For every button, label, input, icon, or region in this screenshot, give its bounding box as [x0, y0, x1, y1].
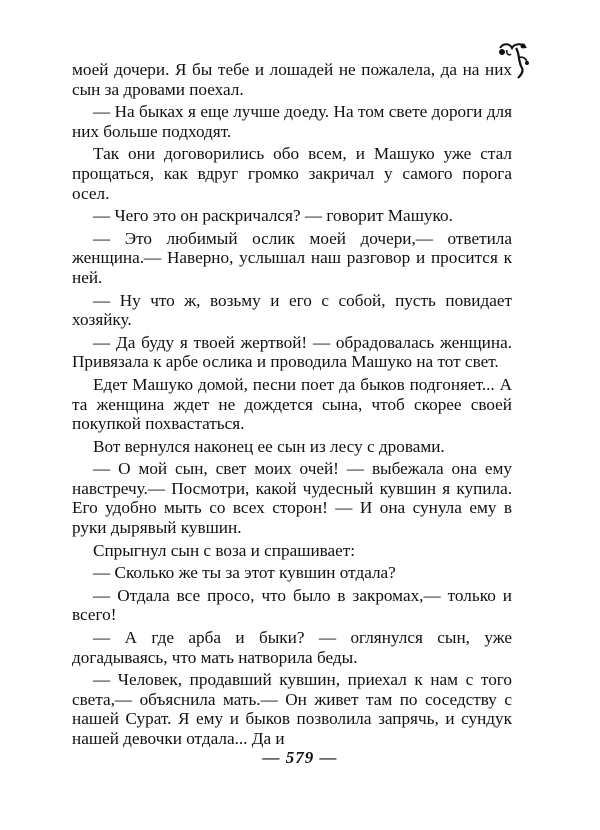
paragraph: — Чего это он раскричался? — говорит Машуко.	[93, 206, 453, 226]
paragraph: — О мой сын, свет моих очей! — выбежала она ему навстречу.— Посмотри, какой чудесный кувшин я купила. Его удобно мыть со всех сторон! — И она сунула ему в руки дырявый кувшин.	[72, 459, 512, 538]
paragraph: Едет Машуко домой, песни поет да быков подгоняет... А та женщина ждет не дождется сына, чтоб скорее своей покупкой похвастаться.	[72, 374, 512, 434]
paragraph: — Это любимый ослик моей дочери,— ответила женщина.— Наверно, услышал наш разговор и просится к ней.	[72, 228, 512, 287]
page-number: — 579 —	[262, 748, 338, 767]
paragraph: — А где арба и быки? — оглянулся сын, уже догадываясь, что мать натворила беды.	[72, 628, 512, 667]
paragraph: — Отдала все просо, что было в закромах,— только и всего!	[72, 585, 512, 625]
paragraph: — На быках я еще лучше доеду. На том свете дороги для них больше подходят.	[72, 102, 512, 141]
paragraph: — Ну что ж, возьму и его с собой, пусть повидает хозяйку.	[72, 290, 512, 330]
paragraph: Вот вернулся наконец ее сын из лесу с дровами.	[93, 436, 445, 456]
paragraph: — Да буду я твоей жертвой! — обрадовалась женщина. Привязала к арбе ослика и проводила Машуко на тот свет.	[72, 332, 512, 372]
story-text	[72, 60, 512, 752]
paragraph: Спрыгнул сын с воза и спрашивает:	[93, 540, 356, 560]
paragraph: — Сколько же ты за этот кувшин отдала?	[93, 563, 396, 583]
paragraph: моей дочери. Я бы тебе и лошадей не пожалела, да на них сын за дровами поехал.	[72, 60, 512, 99]
paragraph: Так они договорились обо всем, и Машуко уже стал прощаться, как вдруг громко закричал у самого порога осел.	[72, 144, 512, 203]
paragraph: — Человек, продавший кувшин, приехал к нам с того света,— объяснила мать.— Он живет там по соседству с нашей Сурат. Я ему и быков позволила запрячь, и сундук нашей девочки отдала... Да и	[72, 670, 512, 748]
